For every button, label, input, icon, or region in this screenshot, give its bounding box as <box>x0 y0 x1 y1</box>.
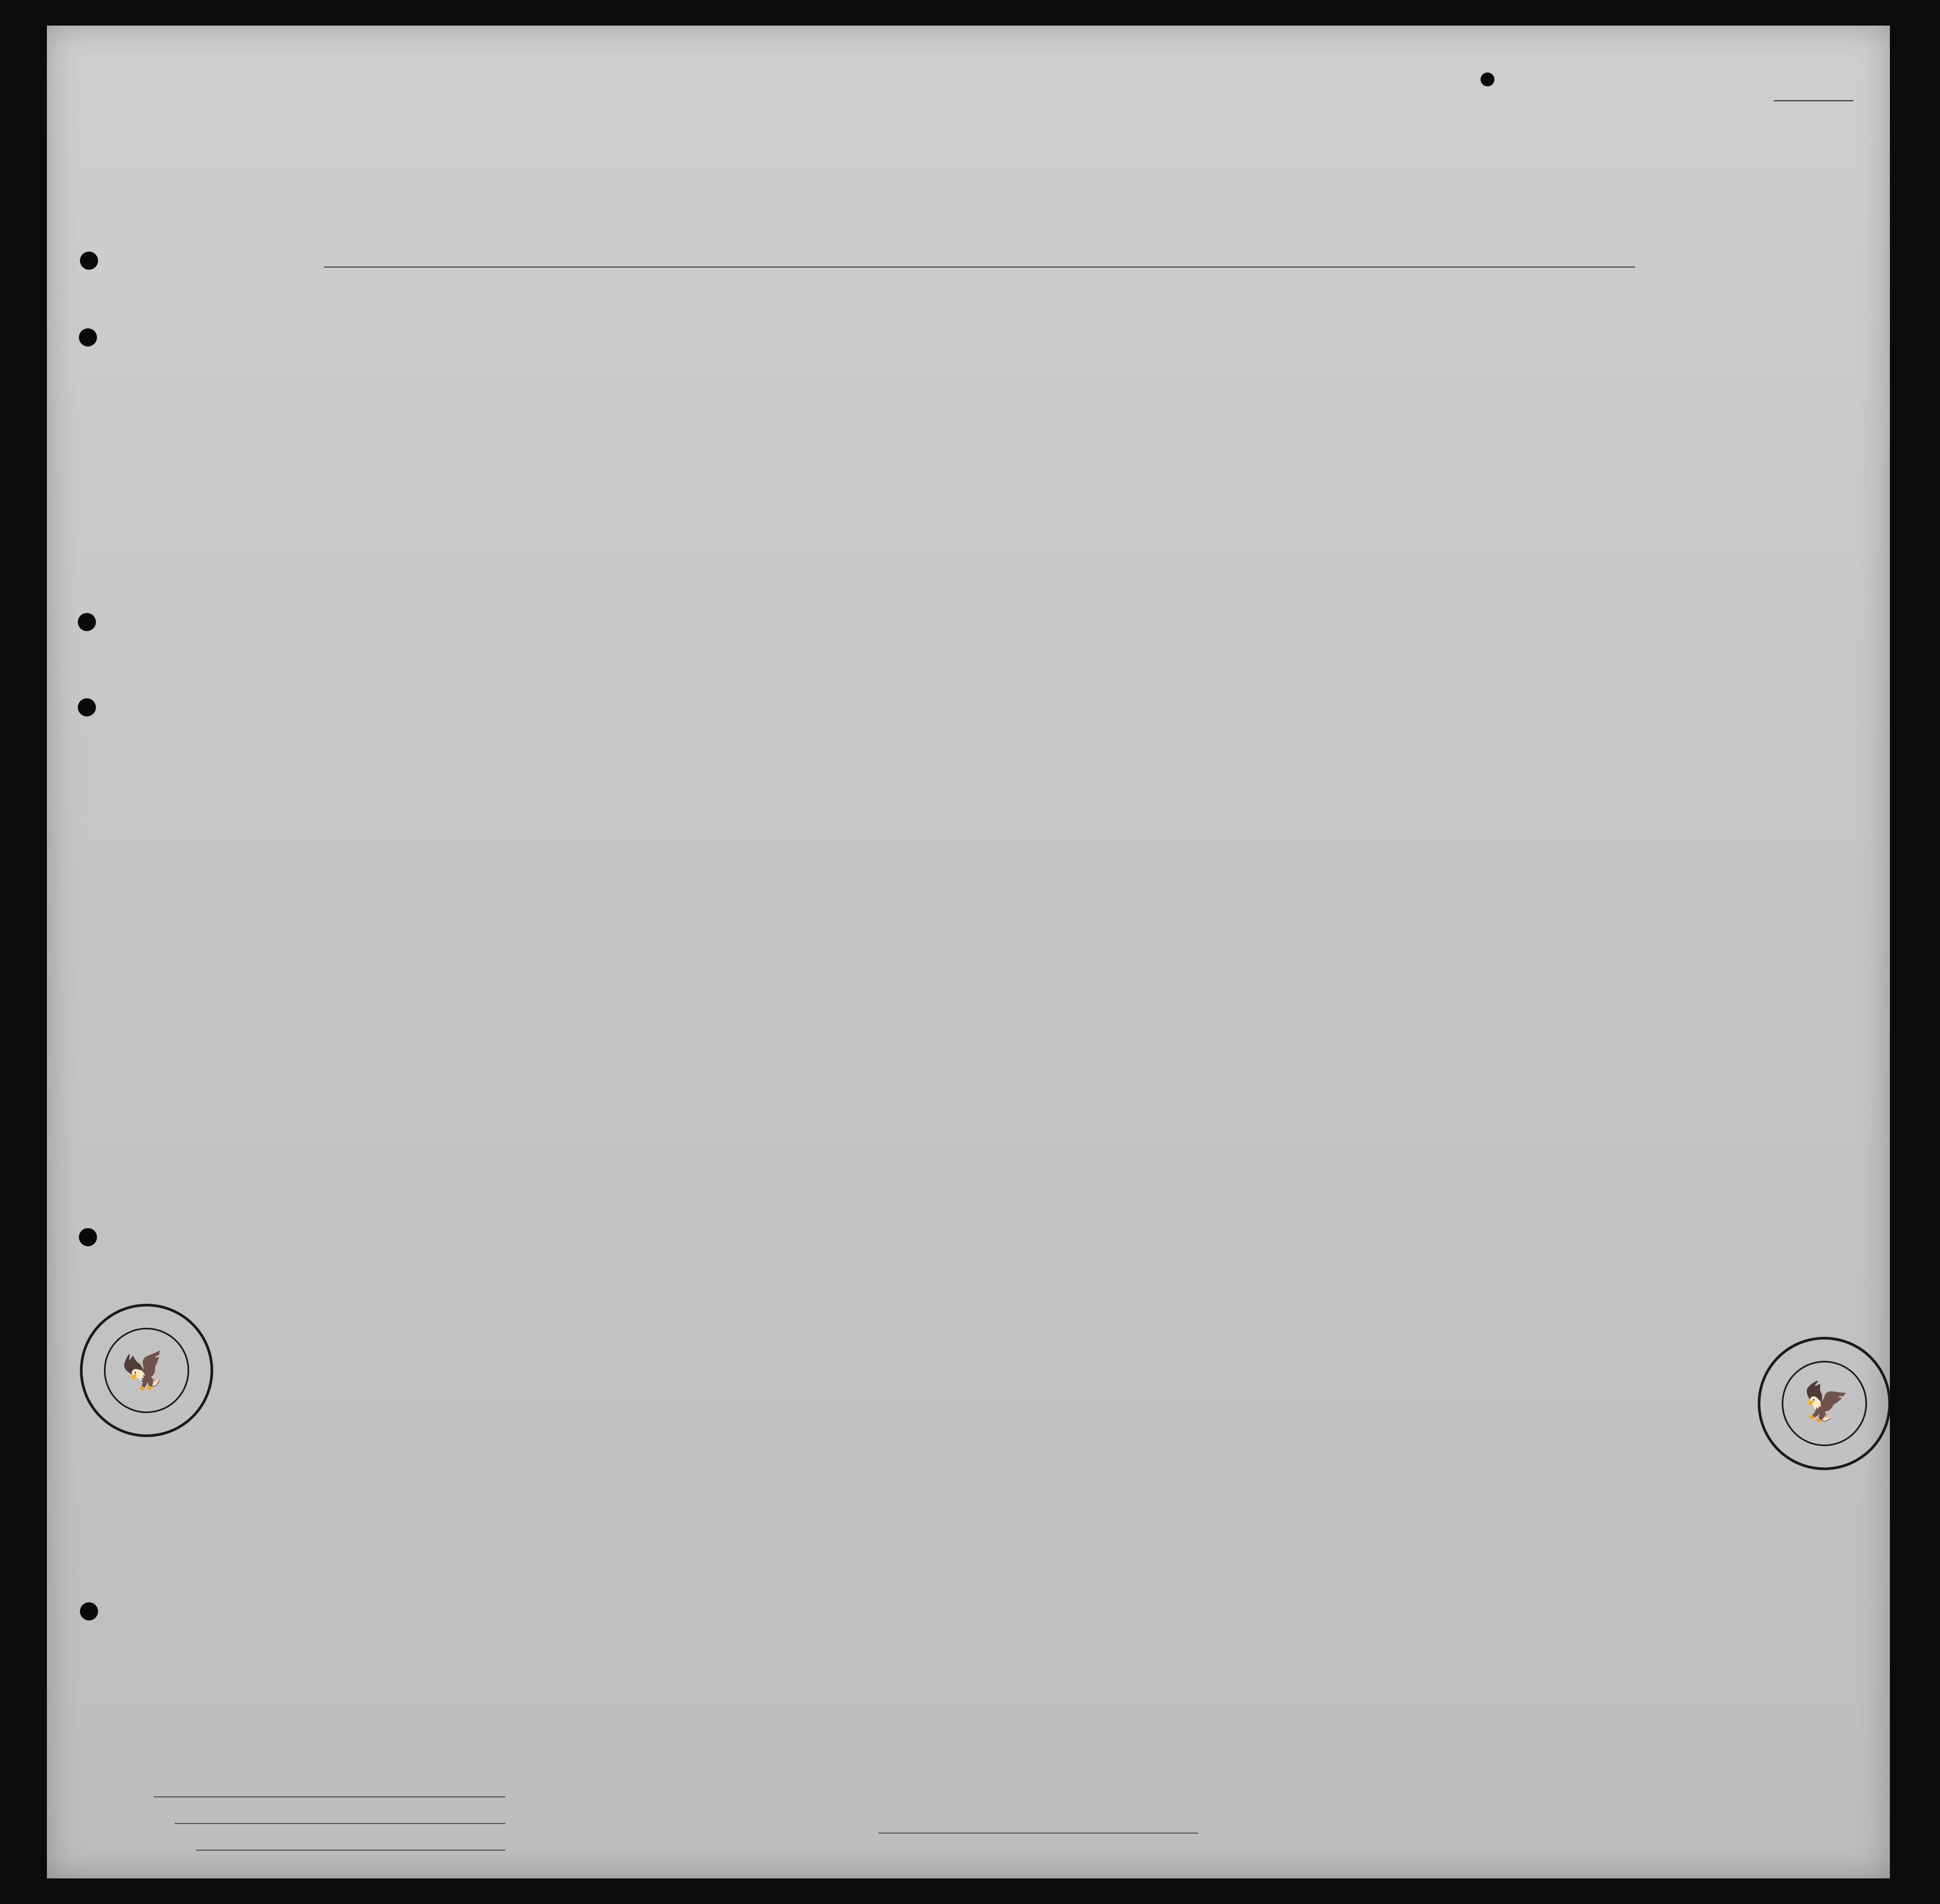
eagle-seal-icon: 🦅 <box>117 1342 175 1398</box>
manifest-sheet <box>47 26 1890 1878</box>
eagle-seal-icon: 🦅 <box>1798 1378 1851 1427</box>
signature-rule <box>878 1833 1198 1834</box>
owners-rule <box>175 1823 505 1824</box>
line-rule <box>153 1796 505 1797</box>
crew-table <box>47 26 1890 1878</box>
agents-rule <box>196 1850 505 1851</box>
